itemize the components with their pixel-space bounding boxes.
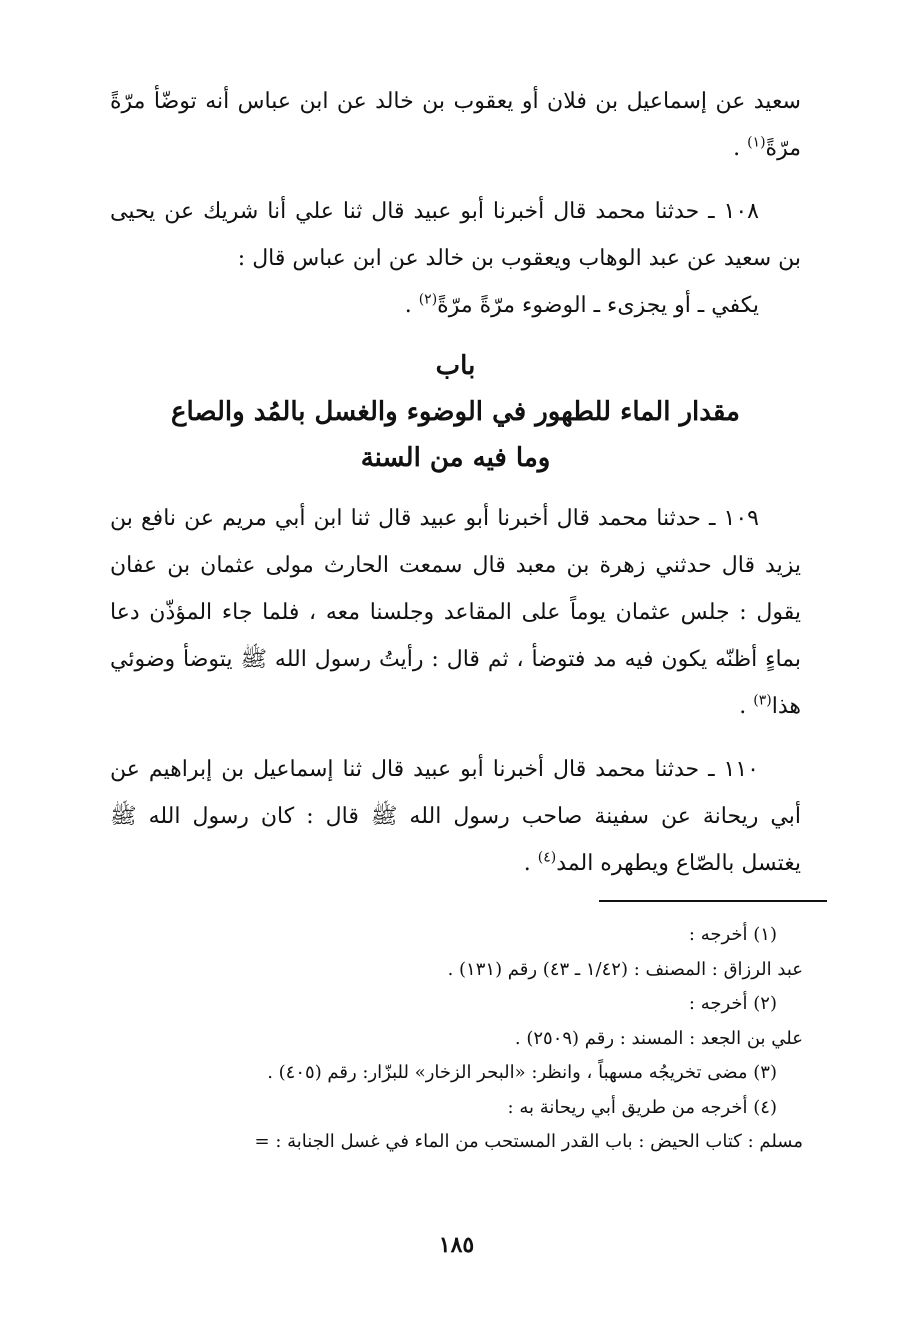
- hadith-110-text: ١١٠ ـ حدثنا محمد قال أخبرنا أبو عبيد قال ثنا إسماعيل بن إبراهيم عن أبي ريحانة عن سفينة صاحب رسول الله ﷺ قال : كان رسول الله ﷺ يغتسل بالصّاع ويطهره المد: [110, 757, 801, 876]
- footnote-ref-1: (١): [747, 134, 766, 151]
- hadith-109: [110, 495, 801, 730]
- footnote-4-header: (٤) أخرجه من طريق أبي ريحانة به :: [507, 1096, 777, 1118]
- hadith-110-end: .: [523, 851, 538, 876]
- chapter-title-main: مقدار الماء للطهور في الوضوء والغسل بالمُد والصاع: [170, 397, 740, 427]
- top-paragraph-text: سعيد عن إسماعيل بن فلان أو يعقوب بن خالد عن ابن عباس أنه توضّأ مرّةً مرّةً: [110, 89, 801, 161]
- hadith-108-end: .: [404, 293, 419, 318]
- footnote-2-header: (٢) أخرجه :: [688, 993, 777, 1014]
- hadith-108-quote: [110, 282, 801, 329]
- footnote-4-body: مسلم : كتاب الحيض : باب القدر المستحب من الماء في غسل الجنابة : =: [254, 1131, 803, 1152]
- footnotes: [108, 918, 803, 1160]
- hadith-108: [110, 188, 801, 282]
- hadith-108-text: ١٠٨ ـ حدثنا محمد قال أخبرنا أبو عبيد قال ثنا علي أنا شريك عن يحيى بن سعيد عن عبد الوهاب ويعقوب بن خالد عن ابن عباس قال :: [110, 199, 801, 271]
- footnote-ref-4: (٤): [537, 849, 557, 866]
- top-paragraph-end: .: [733, 136, 748, 161]
- chapter-title-bab: باب: [435, 351, 476, 381]
- footnote-1-body: عبد الرزاق : المصنف : (١/٤٢ ـ ٤٣) رقم (١٣١) .: [447, 958, 803, 980]
- hadith-109-end: .: [739, 694, 754, 719]
- page-number: ١٨٥: [438, 1232, 475, 1258]
- hadith-110: [110, 746, 801, 887]
- chapter-heading: [110, 343, 801, 481]
- hadith-108-quote-text: يكفي ـ أو يجزىء ـ الوضوء مرّةً مرّةً: [437, 293, 759, 318]
- footnote-2-body: علي بن الجعد : المسند : رقم (٢٥٠٩) .: [514, 1027, 803, 1049]
- top-paragraph: [110, 78, 801, 172]
- footnote-ref-2: (٢): [418, 291, 438, 308]
- footnote-ref-3: (٣): [753, 692, 772, 709]
- hadith-109-text: ١٠٩ ـ حدثنا محمد قال أخبرنا أبو عبيد قال ثنا ابن أبي مريم عن نافع بن يزيد قال حدثني زهرة بن معبد قال سمعت الحارث مولى عثمان بن عفان يقول : جلس عثمان يوماً على المقاعد وجلسنا معه ، فلما جاء المؤذّن دعا بماءٍ أظنّه يكون فيه مد فتوضأ ، ثم قال : رأيتُ رسول الله ﷺ يتوضأ وضوئي هذا: [110, 506, 801, 719]
- page-body: [110, 78, 801, 887]
- footnote-3: (٣) مضى تخريجُه مسهباً ، وانظر: «البحر الزخار» للبزّار: رقم (٤٠٥) .: [267, 1062, 777, 1083]
- footnote-1-header: (١) أخرجه :: [688, 924, 777, 945]
- footnote-divider: [599, 900, 827, 902]
- chapter-title-sub: وما فيه من السنة: [360, 443, 551, 473]
